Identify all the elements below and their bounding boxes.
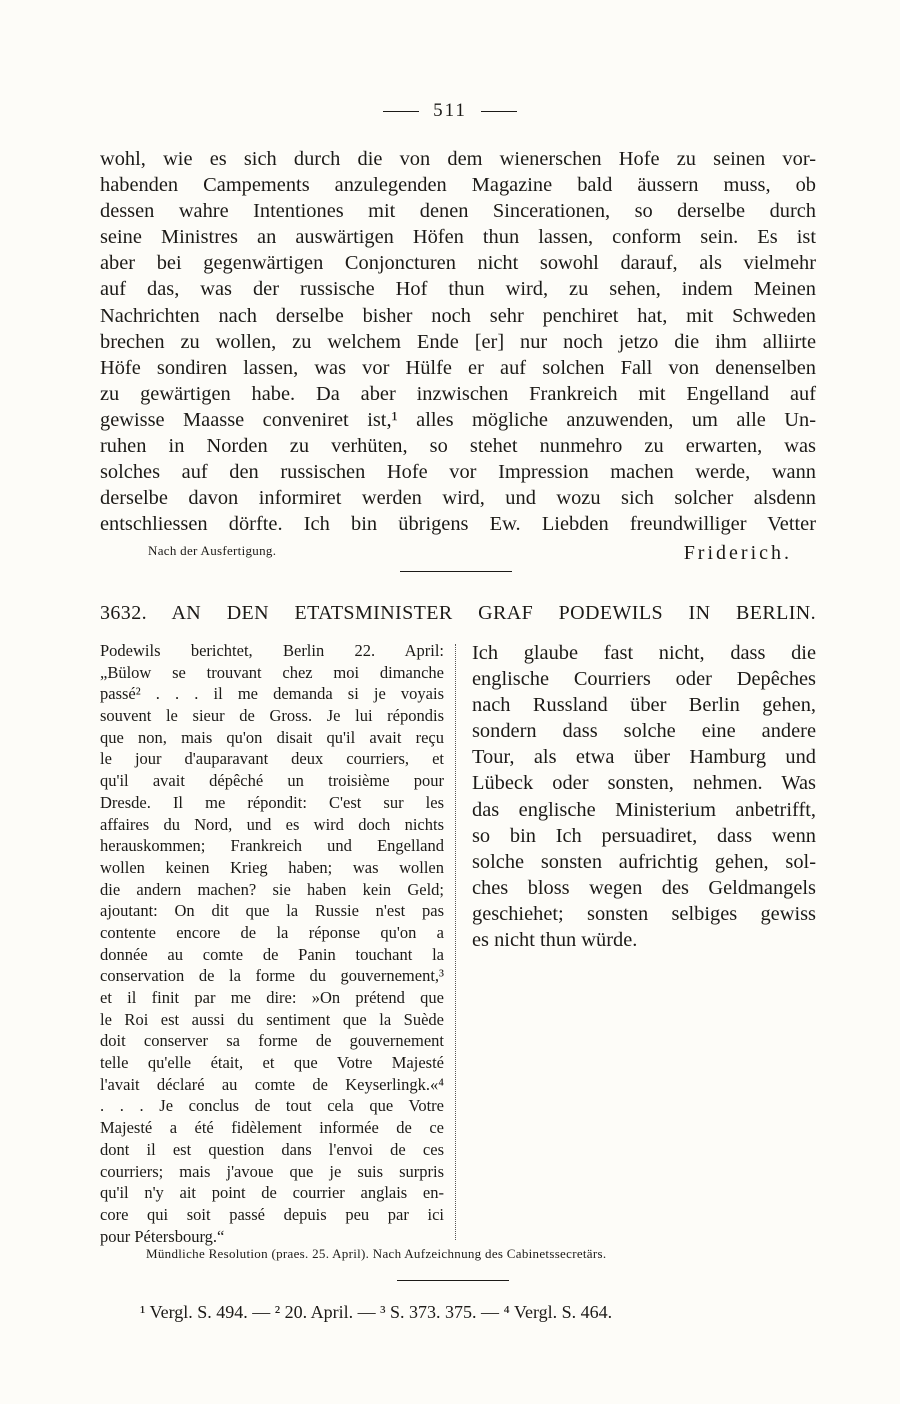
report-text-line: Podewils berichtet, Berlin 22. April: <box>100 641 444 660</box>
body-text-line: habenden Campements anzulegenden Magazine bald äussern muss, ob <box>100 174 816 197</box>
report-text-line: herauskommen; Frankreich und Engelland <box>100 836 444 856</box>
column-divider <box>455 644 456 1240</box>
report-text-line: souvent le sieur de Gross. Je lui répondis <box>100 706 444 726</box>
report-text-line: pour Pétersbourg.“ <box>100 1226 225 1246</box>
page-number <box>0 100 900 122</box>
report-text-line: ajoutant: On dit que la Russie n'est pas <box>100 901 444 921</box>
body-text-line: derselbe davon informiret werden wird, und wozu sich solcher alsdenn <box>100 487 816 510</box>
report-text-line: affaires du Nord, und es wird doch nichts <box>100 814 444 834</box>
body-text-line: entschliessen dörfte. Ich bin übrigens Ew. Liebden freundwilliger Vetter <box>100 513 816 536</box>
report-text-line: et il finit par me dire: »On prétend que <box>100 988 444 1007</box>
report-text-line: qu'il avait dépêché un troisième pour <box>100 771 444 791</box>
page-number-dash-right <box>481 111 517 112</box>
report-text-line: contente encore de la réponse qu'on a <box>100 922 444 942</box>
report-text-line: qu'il n'y ait point de courrier anglais en- <box>100 1183 444 1203</box>
report-text-line: donnée au comte de Panin touchant la <box>100 944 444 964</box>
resolution-text-line: Tour, als etwa über Hamburg und <box>472 746 816 769</box>
body-text-line: brechen zu wollen, zu welchem Ende [er] nur noch jetzo die ihm alliirte <box>100 330 816 353</box>
report-text-line: le Roi est aussi du sentiment que la Suède <box>100 1009 444 1029</box>
footnotes: ¹ Vergl. S. 494. — ² 20. April. — ³ S. 373. 375. — ⁴ Vergl. S. 464. <box>140 1302 613 1322</box>
letter-continuation <box>100 146 816 537</box>
report-text-line: Dresde. Il me répondit: C'est sur les <box>100 792 444 812</box>
report-text-line: courriers; mais j'avoue que je suis surpris <box>100 1161 444 1181</box>
signature: Friderich. <box>683 542 792 564</box>
royal-resolution-column <box>472 640 816 953</box>
footnote-divider <box>397 1280 509 1281</box>
resolution-text-line: Lübeck oder sonsten, nehmen. Was <box>472 772 816 795</box>
report-text-line: le jour d'auparavant deux courriers, et <box>100 749 444 769</box>
body-text-line: Höfe sondiren lassen, was vor Hülfe er auf solchen Fall von denenselben <box>100 356 816 379</box>
resolution-text-line: nach Russland über Berlin gehen, <box>472 694 816 717</box>
resolution-text-line: Ich glaube fast nicht, dass die <box>472 642 816 664</box>
report-text-line: dont il est question dans l'envoi de ces <box>100 1139 444 1159</box>
report-text-line: . . . Je conclus de tout cela que Votre <box>100 1096 444 1116</box>
resolution-text-line: englische Courriers oder Depêches <box>472 668 816 691</box>
body-text-line: Nachrichten nach derselbe bisher noch sehr penchiret hat, mit Schweden <box>100 304 816 327</box>
body-text-line: gewisse Maasse conveniret ist,¹ alles mögliche anzuwenden, um alle Un- <box>100 408 816 431</box>
resolution-text-line: geschiehet; sonsten selbiges gewiss <box>472 902 816 925</box>
page-number-text: 511 <box>433 100 467 121</box>
podewils-report-column <box>100 640 444 1247</box>
report-text-line: passé² . . . il me demanda si je voyais <box>100 684 444 704</box>
section-heading: 3632. AN DEN ETATSMINISTER GRAF PODEWILS IN BERLIN. <box>100 602 816 624</box>
resolution-text-line: das englische Ministerium anbetrifft, <box>472 798 816 821</box>
resolution-text-line: solche sonsten aufrichtig gehen, sol- <box>472 850 816 873</box>
source-note: Nach der Ausfertigung. <box>148 543 277 558</box>
report-text-line: „Bülow se trouvant chez moi dimanche <box>100 662 444 682</box>
resolution-text-line: es nicht thun würde. <box>472 929 638 952</box>
report-text-line: die andern machen? sie haben kein Geld; <box>100 879 444 899</box>
report-text-line: telle qu'elle était, et que Votre Majesté <box>100 1053 444 1073</box>
body-text-line: ruhen in Norden zu verhüten, so stehet nunmehro zu erwarten, was <box>100 435 816 458</box>
report-text-line: conservation de la forme du gouvernement,³ <box>100 966 444 986</box>
section-divider <box>400 571 512 572</box>
report-text-line: wollen keinen Krieg haben; was wollen <box>100 857 444 877</box>
report-text-line: Majesté a été fidèlement informée de ce <box>100 1118 444 1138</box>
body-text-line: zu gewärtigen habe. Da aber inzwischen Frankreich mit Engelland auf <box>100 382 816 405</box>
report-text-line: l'avait déclaré au comte de Keyserlingk.«⁴ <box>100 1074 444 1094</box>
body-text-line: wohl, wie es sich durch die von dem wienerschen Hofe zu seinen vor- <box>100 148 816 170</box>
body-text-line: dessen wahre Intentiones mit denen Sincerationen, so derselbe durch <box>100 200 816 223</box>
body-text-line: seine Ministres an auswärtigen Höfen thun lassen, conform sein. Es ist <box>100 226 816 249</box>
report-text-line: core qui soit passé depuis peu par ici <box>100 1204 444 1224</box>
body-text-line: aber bei gegenwärtigen Conjoncturen nicht sowohl darauf, als vielmehr <box>100 252 816 275</box>
body-text-line: auf das, was der russische Hof thun wird, zu sehen, indem Meinen <box>100 278 816 301</box>
signature-row <box>100 540 816 570</box>
page-number-dash-left <box>383 111 419 112</box>
body-text-line: solches auf den russischen Hofe vor Impression machen werde, wann <box>100 461 816 484</box>
resolution-note: Mündliche Resolution (praes. 25. April). Nach Aufzeichnung des Cabinetssecretärs. <box>146 1246 607 1261</box>
resolution-text-line: sondern dass solche eine andere <box>472 720 816 743</box>
resolution-text-line: so bin Ich persuadiret, dass wenn <box>472 824 816 847</box>
resolution-text-line: ches bloss wegen des Geldmangels <box>472 876 816 899</box>
report-text-line: que non, mais qu'on disait qu'il avait reçu <box>100 727 444 747</box>
report-text-line: doit conserver sa forme de gouvernement <box>100 1031 444 1051</box>
